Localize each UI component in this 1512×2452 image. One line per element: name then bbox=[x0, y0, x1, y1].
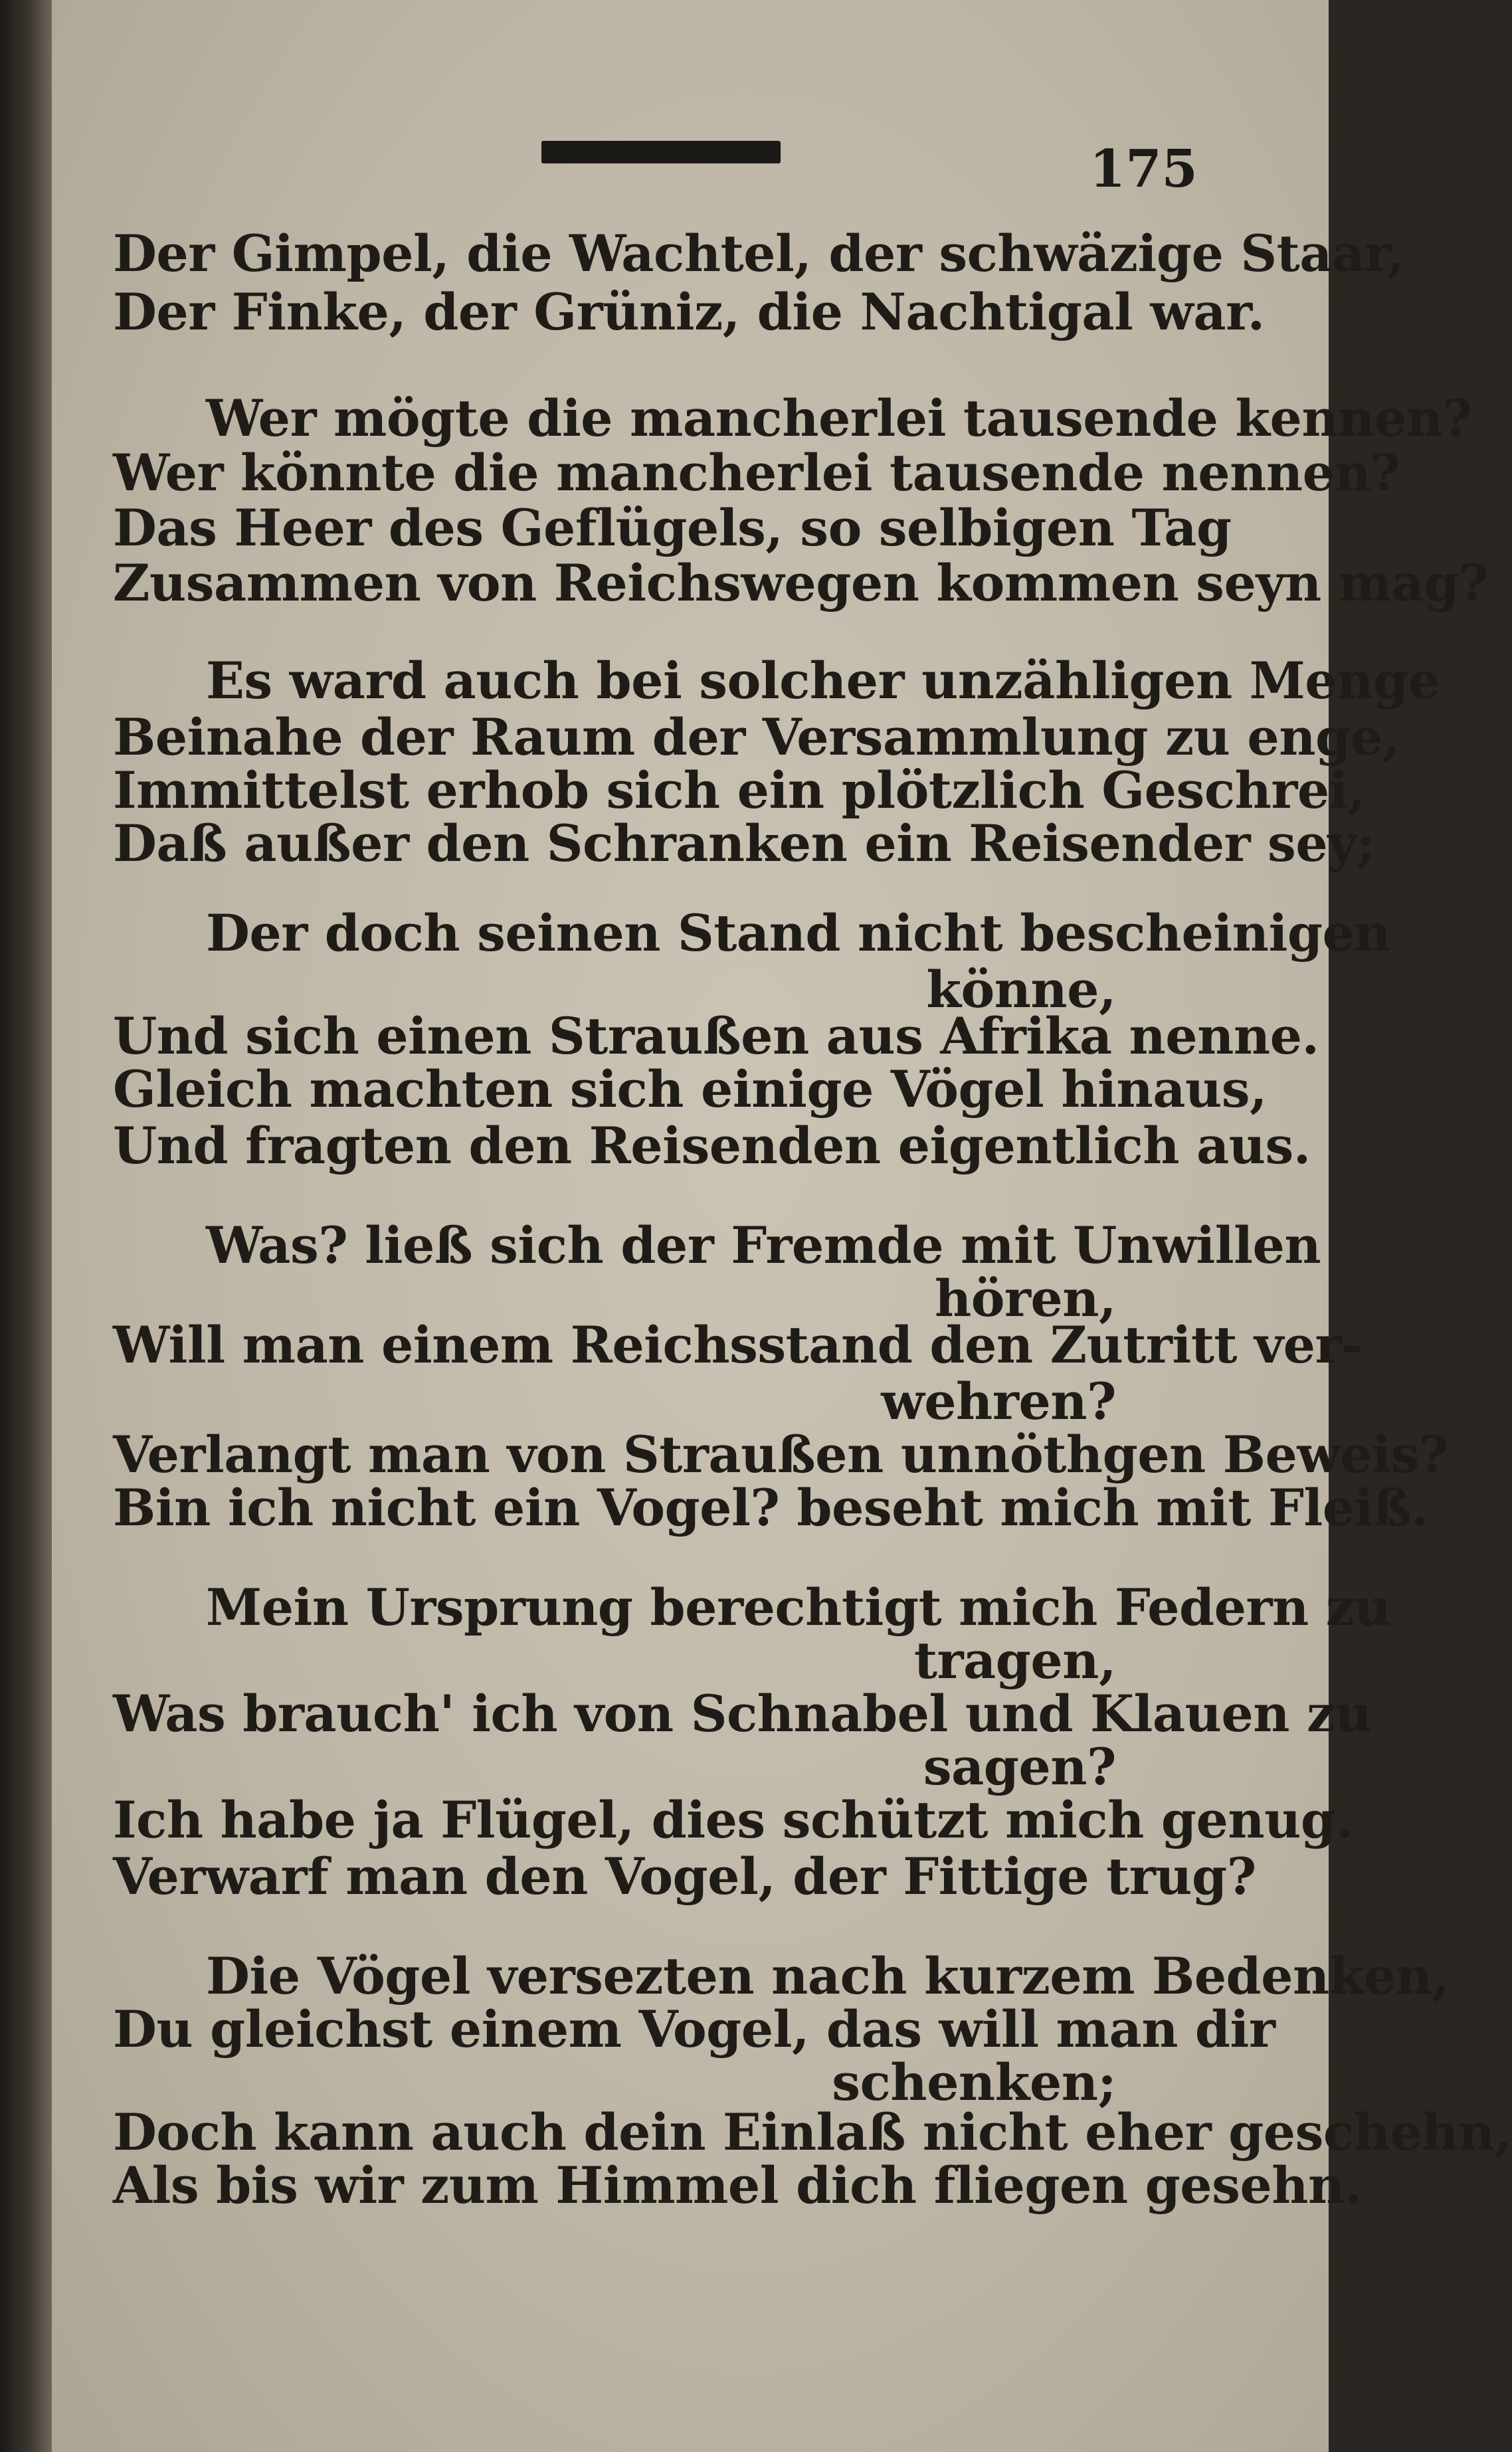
verse-line: Der Finke, der Grüniz, die Nachtigal war. bbox=[113, 282, 1265, 341]
verse-line: Beinahe der Raum der Versammlung zu enge, bbox=[113, 707, 1400, 767]
verse-line-turnover: könne, bbox=[926, 960, 1116, 1019]
verse-line: Du gleichst einem Vogel, das will man dir bbox=[113, 2000, 1276, 2059]
verse-line-turnover: wehren? bbox=[881, 1372, 1116, 1431]
verse-line: Was brauch' ich von Schnabel und Klauen zu bbox=[113, 1684, 1372, 1743]
page-gutter bbox=[0, 0, 52, 2452]
verse-line-turnover: schenken; bbox=[832, 2053, 1116, 2112]
verse-line: Wer mögte die mancherlei tausende kennen? bbox=[206, 389, 1472, 448]
verse-line: Die Vögel versezten nach kurzem Bedenken, bbox=[206, 1946, 1450, 2006]
verse-line: Der doch seinen Stand nicht bescheinigen bbox=[206, 903, 1391, 963]
verse-line: Und fragten den Reisenden eigentlich aus. bbox=[113, 1116, 1311, 1175]
verse-line: Daß außer den Schranken ein Reisender sey; bbox=[113, 814, 1375, 873]
verse-line: Zusammen von Reichswegen kommen seyn mag? bbox=[113, 553, 1489, 613]
verse-line: Gleich machten sich einige Vögel hinaus, bbox=[113, 1060, 1267, 1119]
verse-line: Und sich einen Straußen aus Afrika nenne. bbox=[113, 1006, 1319, 1066]
verse-line: Wer könnte die mancherlei tausende nennen? bbox=[113, 443, 1400, 502]
verse-line: Bin ich nicht ein Vogel? beseht mich mit Fleiß. bbox=[113, 1478, 1429, 1537]
verse-line: Doch kann auch dein Einlaß nicht eher geschehn, bbox=[113, 2103, 1512, 2162]
verse-line: Als bis wir zum Himmel dich fliegen gesehn. bbox=[113, 2156, 1362, 2215]
verse-line: Was? ließ sich der Fremde mit Unwillen bbox=[206, 1216, 1321, 1275]
verse-line-turnover: hören, bbox=[934, 1269, 1116, 1328]
verse-line: Mein Ursprung berechtigt mich Federn zu bbox=[206, 1578, 1391, 1637]
verse-line: Ich habe ja Flügel, dies schützt mich genug. bbox=[113, 1790, 1353, 1849]
verse-line: Verlangt man von Straußen unnöthgen Beweis? bbox=[113, 1425, 1448, 1484]
verse-line: Immittelst erhob sich ein plötzlich Geschrei, bbox=[113, 761, 1366, 820]
verse-line: Das Heer des Geflügels, so selbigen Tag bbox=[113, 498, 1232, 557]
verse-line: Es ward auch bei solcher unzähligen Menge bbox=[206, 651, 1440, 710]
verse-line: Der Gimpel, die Wachtel, der schwäzige Staar, bbox=[113, 224, 1404, 283]
verse-line-turnover: tragen, bbox=[913, 1631, 1116, 1690]
page-number: 175 bbox=[1089, 139, 1198, 199]
verse-line: Verwarf man den Vogel, der Fittige trug? bbox=[113, 1847, 1256, 1906]
verse-line: Will man einem Reichsstand den Zutritt ver- bbox=[113, 1315, 1363, 1374]
verse-line-turnover: sagen? bbox=[923, 1737, 1116, 1796]
header-rule bbox=[541, 141, 781, 163]
